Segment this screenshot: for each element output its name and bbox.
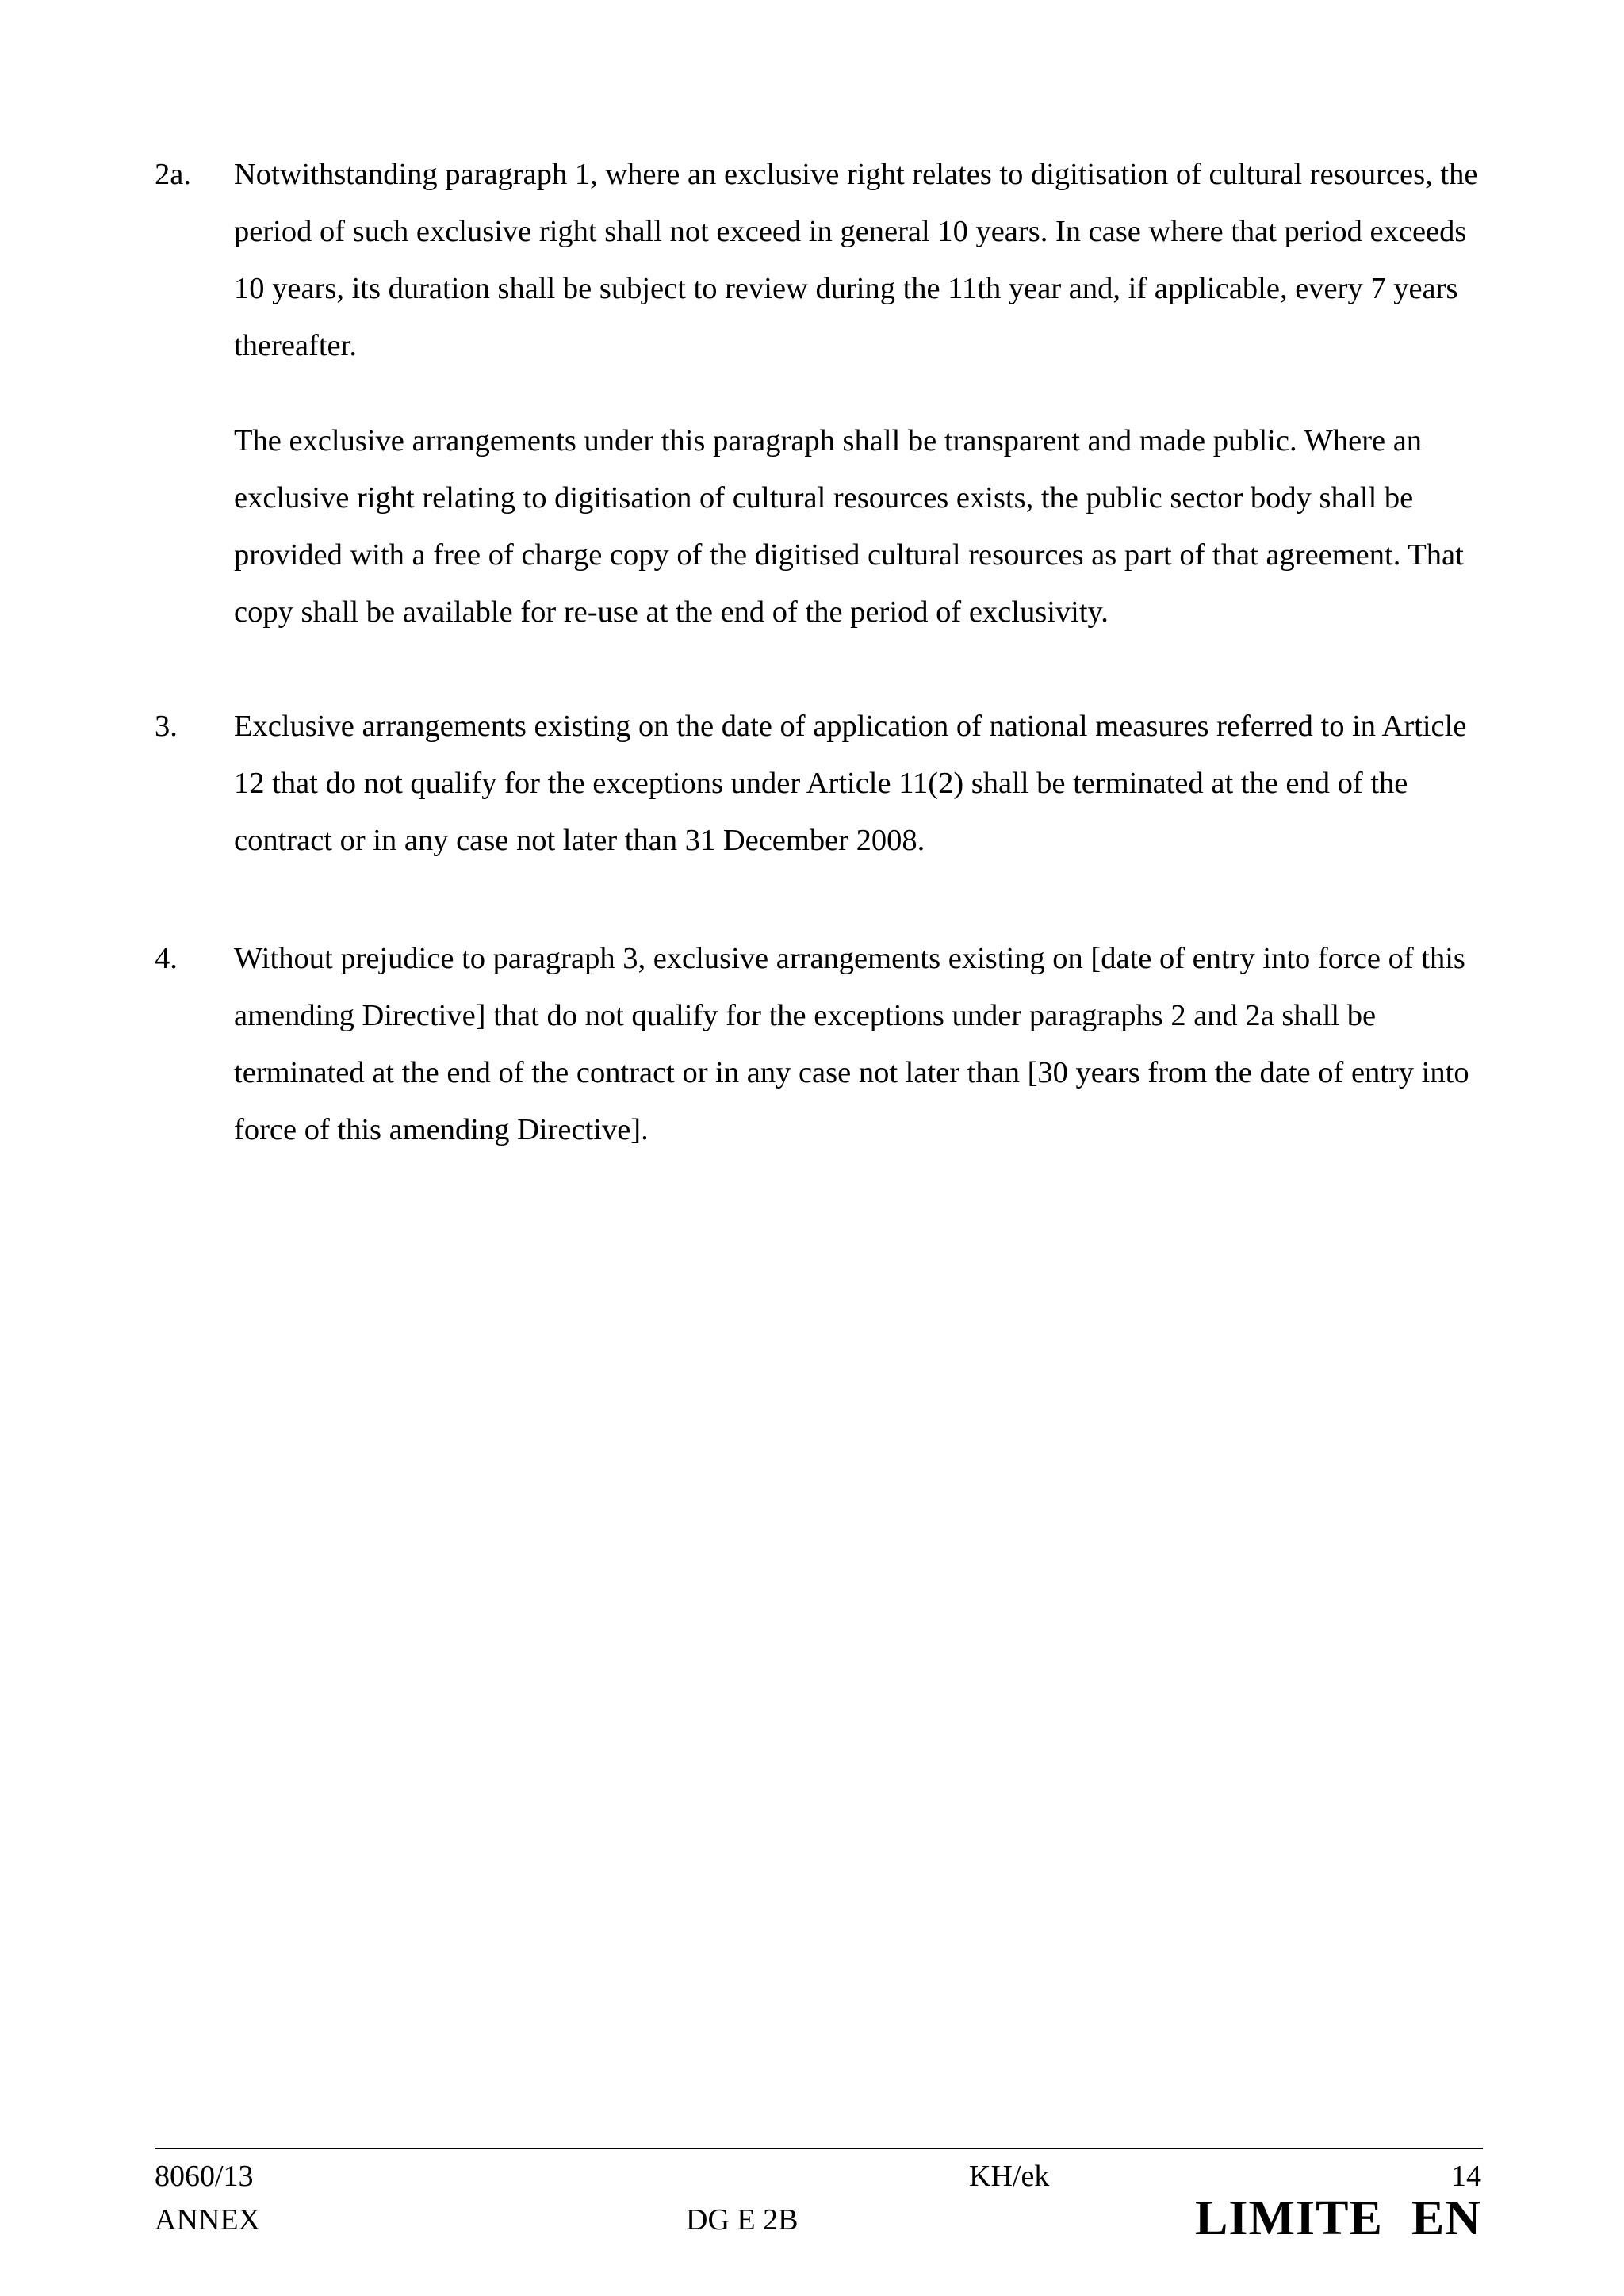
paragraph-number: 2a. <box>155 158 191 191</box>
paragraph-number: 3. <box>155 710 178 743</box>
paragraph-text: Notwithstanding paragraph 1, where an exclusive right relates to digitisation of cultural resources, the period of such exclusive right shall not exceed in general 10 years. In case where that period exceeds 10 years, its duration shall be subject to review during the 11th year and, if applicable, every 7 years thereafter. <box>234 158 1478 362</box>
footer-classification <box>1195 2192 1481 2244</box>
paragraph-4 <box>155 930 1495 1158</box>
subparagraph-text: The exclusive arrangements under this paragraph shall be transparent and made public. Where an exclusive right relating to digitisation of cultural resources exists, the public sector body shall be provided with a free of charge copy of the digitised cultural resources as part of that agreement. That copy shall be available for re-use at the end of the period of exclusivity. <box>234 424 1464 629</box>
classification-label: LIMITE <box>1195 2191 1383 2245</box>
paragraph-text: Without prejudice to paragraph 3, exclusive arrangements existing on [date of entry into force of this amending Directive] that do not qualify for the exceptions under paragraphs 2 and 2a shall be terminated at the end of the contract or in any case not later than [30 years from the date of entry into force of this amending Directive]. <box>234 942 1469 1146</box>
paragraph-text: Exclusive arrangements existing on the date of application of national measures referred to in Article 12 that do not qualify for the exceptions under Article 11(2) shall be terminated at the end of the contract or in any case not later than 31 December 2008. <box>234 710 1467 857</box>
footer-page-number: 14 <box>1451 2160 1481 2193</box>
paragraph-3 <box>155 698 1495 869</box>
footer-divider <box>155 2148 1483 2149</box>
footer-annex-label: ANNEX <box>155 2203 260 2237</box>
footer-department: DG E 2B <box>686 2203 799 2237</box>
language-code: EN <box>1411 2191 1481 2245</box>
footer-author-initials: KH/ek <box>969 2160 1050 2193</box>
paragraph-2a <box>155 146 1495 374</box>
paragraph-2a-subparagraph <box>234 412 1495 641</box>
footer-document-number: 8060/13 <box>155 2160 254 2193</box>
paragraph-number: 4. <box>155 942 178 975</box>
